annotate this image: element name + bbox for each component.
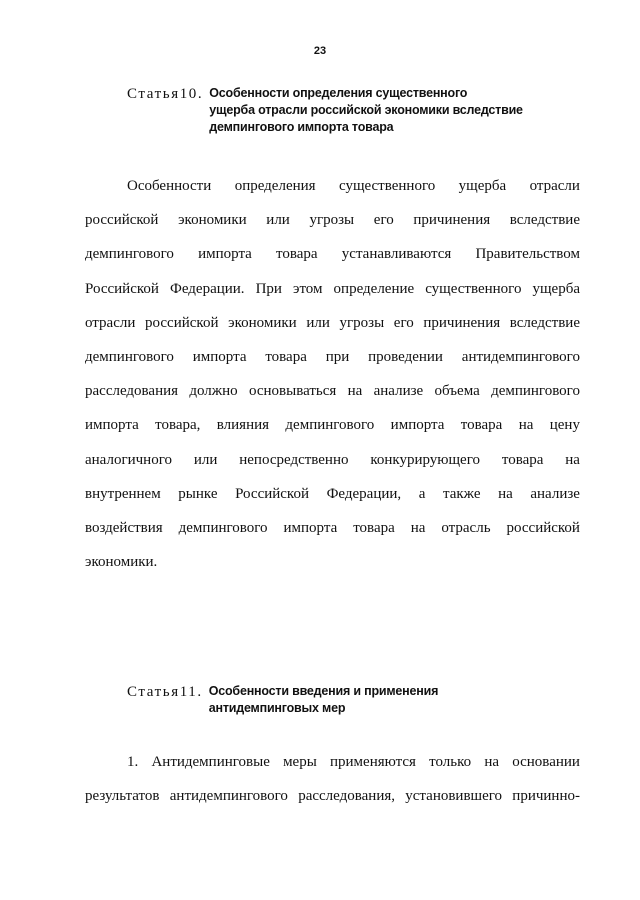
word: причинения (423, 314, 501, 331)
text-line (85, 374, 580, 408)
article-11-title-line: антидемпинговых мер (208, 701, 346, 715)
article-11-title (209, 683, 438, 717)
text-line (85, 272, 580, 306)
word: товара, (155, 417, 201, 434)
word: импорта (390, 417, 445, 434)
text-line (85, 511, 580, 545)
word: импорта (85, 417, 139, 434)
word: объема (434, 383, 480, 400)
text-line (85, 745, 580, 779)
text-line (85, 203, 580, 237)
word: демпингового (285, 417, 375, 434)
word: основываться (248, 383, 337, 400)
word: этом (293, 280, 323, 297)
word: товара (460, 417, 503, 434)
text-line (85, 237, 580, 271)
article-11-label: Статья11. (127, 684, 203, 700)
text-line (85, 779, 580, 813)
word: анализе (373, 383, 424, 400)
word: ущерба (458, 178, 507, 194)
word: на (518, 417, 534, 434)
word: российской (145, 314, 219, 331)
word: основании (512, 754, 580, 770)
article-10-body (85, 169, 580, 579)
word: применяются (330, 754, 416, 770)
word: Российской (85, 280, 159, 297)
word: на (498, 485, 513, 502)
word: на (565, 451, 580, 468)
word: демпингового (178, 519, 268, 536)
word: товара (353, 519, 395, 536)
word: Федерации. (169, 280, 245, 297)
word: влияния (216, 417, 270, 434)
text-line (85, 306, 580, 340)
word: демпингового (85, 246, 174, 263)
word: определение (333, 280, 415, 297)
word: на (410, 519, 426, 536)
word: демпингового (491, 383, 580, 400)
word: экономики. (85, 554, 158, 571)
word: его (393, 314, 414, 331)
word: или (193, 451, 218, 468)
article-10-title-line: ущерба отрасли российской экономики вследствие (209, 103, 523, 117)
word: существенного (338, 178, 436, 194)
word: анализе (530, 485, 580, 502)
article-10-title (209, 85, 523, 136)
page-number: 23 (313, 45, 327, 57)
word: только (429, 754, 472, 770)
text-line (85, 477, 580, 511)
word: существенного (425, 280, 522, 297)
word: вследствие (509, 212, 580, 229)
article-11-body (85, 745, 580, 813)
word: или (306, 314, 330, 331)
word: 1. (127, 754, 139, 770)
word: товара (501, 451, 544, 468)
word: конкурирующего (370, 451, 480, 468)
word: Правительством (475, 246, 580, 263)
text-line (85, 340, 580, 374)
word: причинно- (512, 788, 580, 805)
article-10-heading (127, 85, 597, 136)
word: Федерации, (326, 485, 402, 502)
word: должно (189, 383, 238, 400)
word: демпингового (85, 348, 174, 365)
word: на (484, 754, 500, 770)
word: непосредственно (239, 451, 349, 468)
article-11-title-line: Особенности введения и применения (208, 684, 439, 698)
word: или (266, 212, 290, 229)
word: вследствие (509, 314, 580, 331)
word: импорта (192, 348, 247, 365)
word: результатов (85, 788, 160, 805)
word: импорта (198, 246, 252, 263)
word: антидемпингового (169, 788, 288, 805)
word: Российской (235, 485, 309, 502)
word: Особенности (127, 178, 212, 194)
word: расследования (85, 383, 179, 400)
word: При (255, 280, 282, 297)
word: российской (506, 519, 580, 536)
word: причинения (413, 212, 491, 229)
word: меры (283, 754, 317, 770)
text-line (85, 443, 580, 477)
word: ущерба (532, 280, 580, 297)
word: аналогичного (85, 451, 172, 468)
word: при (325, 348, 350, 365)
word: его (373, 212, 394, 229)
word: цену (549, 417, 580, 434)
article-11-heading (127, 683, 597, 717)
word: также (443, 485, 481, 502)
word: отрасли (85, 314, 136, 331)
text-line (85, 545, 580, 579)
word: товара (265, 348, 307, 365)
word: устанавливаются (341, 246, 452, 263)
text-line (85, 408, 580, 442)
word: внутреннем (85, 485, 161, 502)
word: товара (276, 246, 318, 263)
word: проведении (368, 348, 443, 365)
word: а (418, 485, 426, 502)
word: на (347, 383, 363, 400)
word: антидемпингового (461, 348, 580, 365)
article-10-title-line: демпингового импорта товара (209, 120, 394, 134)
article-10-title-line: Особенности определения существенного (209, 86, 468, 100)
word: рынке (178, 485, 218, 502)
word: экономики (228, 314, 297, 331)
word: угрозы (309, 212, 355, 229)
word: импорта (283, 519, 338, 536)
text-line (85, 169, 580, 203)
article-10-label: Статья10. (127, 86, 204, 102)
word: отрасли (529, 178, 580, 194)
word: экономики (178, 212, 247, 229)
word: российской (85, 212, 159, 229)
word: воздействия (85, 519, 163, 536)
word: Антидемпинговые (151, 754, 270, 770)
word: угрозы (339, 314, 385, 331)
word: расследования, (298, 788, 395, 805)
word: отрасль (441, 519, 491, 536)
word: определения (234, 178, 316, 194)
word: установившего (405, 788, 503, 805)
